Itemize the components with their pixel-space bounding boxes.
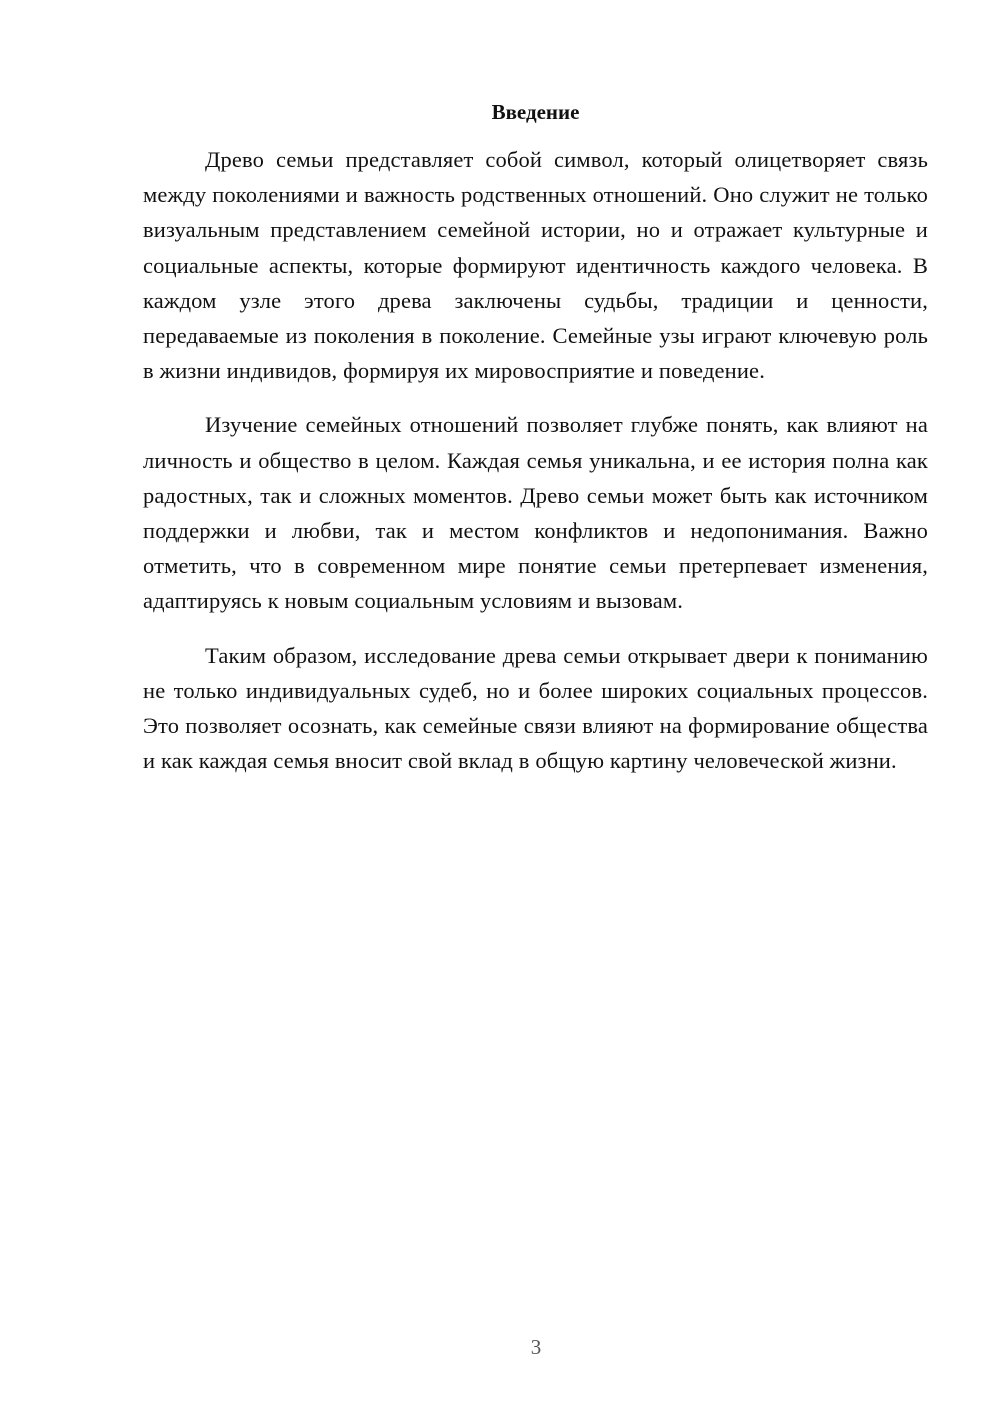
paragraph-3: Таким образом, исследование древа семьи открывает двери к пониманию не только индивидуальных судеб, но и более широких социальных процессов. Это позволяет осознать, как семейные связи влияют на формирование общества и как каждая семья вносит свой вклад в общую картину человеческой жизни. — [143, 642, 928, 774]
page-number: 3 — [530, 1335, 542, 1359]
section-heading: Введение — [491, 100, 580, 124]
paragraph-2: Изучение семейных отношений позволяет глубже понять, как влияют на личность и общество в целом. Каждая семья уникальна, и ее история полна как радостных, так и сложных моментов. Древо семьи может быть как источником поддержки и любви, так и местом конфликтов и недопонимания. Важно отметить, что в современном мире понятие семьи претерпевает изменения, адаптируясь к новым социальным условиям и вызовам. — [143, 412, 928, 614]
body-text — [143, 142, 928, 797]
paragraph-1: Древо семьи представляет собой символ, который олицетворяет связь между поколениями и важность родственных отношений. Оно служит не только визуальным представлением семейной истории, но и отражает культурные и социальные аспекты, которые формируют идентичность каждого человека. В каждом узле этого древа заключены судьбы, традиции и ценности, передаваемые из поколения в поколение. Семейные узы играют ключевую роль в жизни индивидов, формируя их мировосприятие и поведение. — [143, 147, 928, 384]
